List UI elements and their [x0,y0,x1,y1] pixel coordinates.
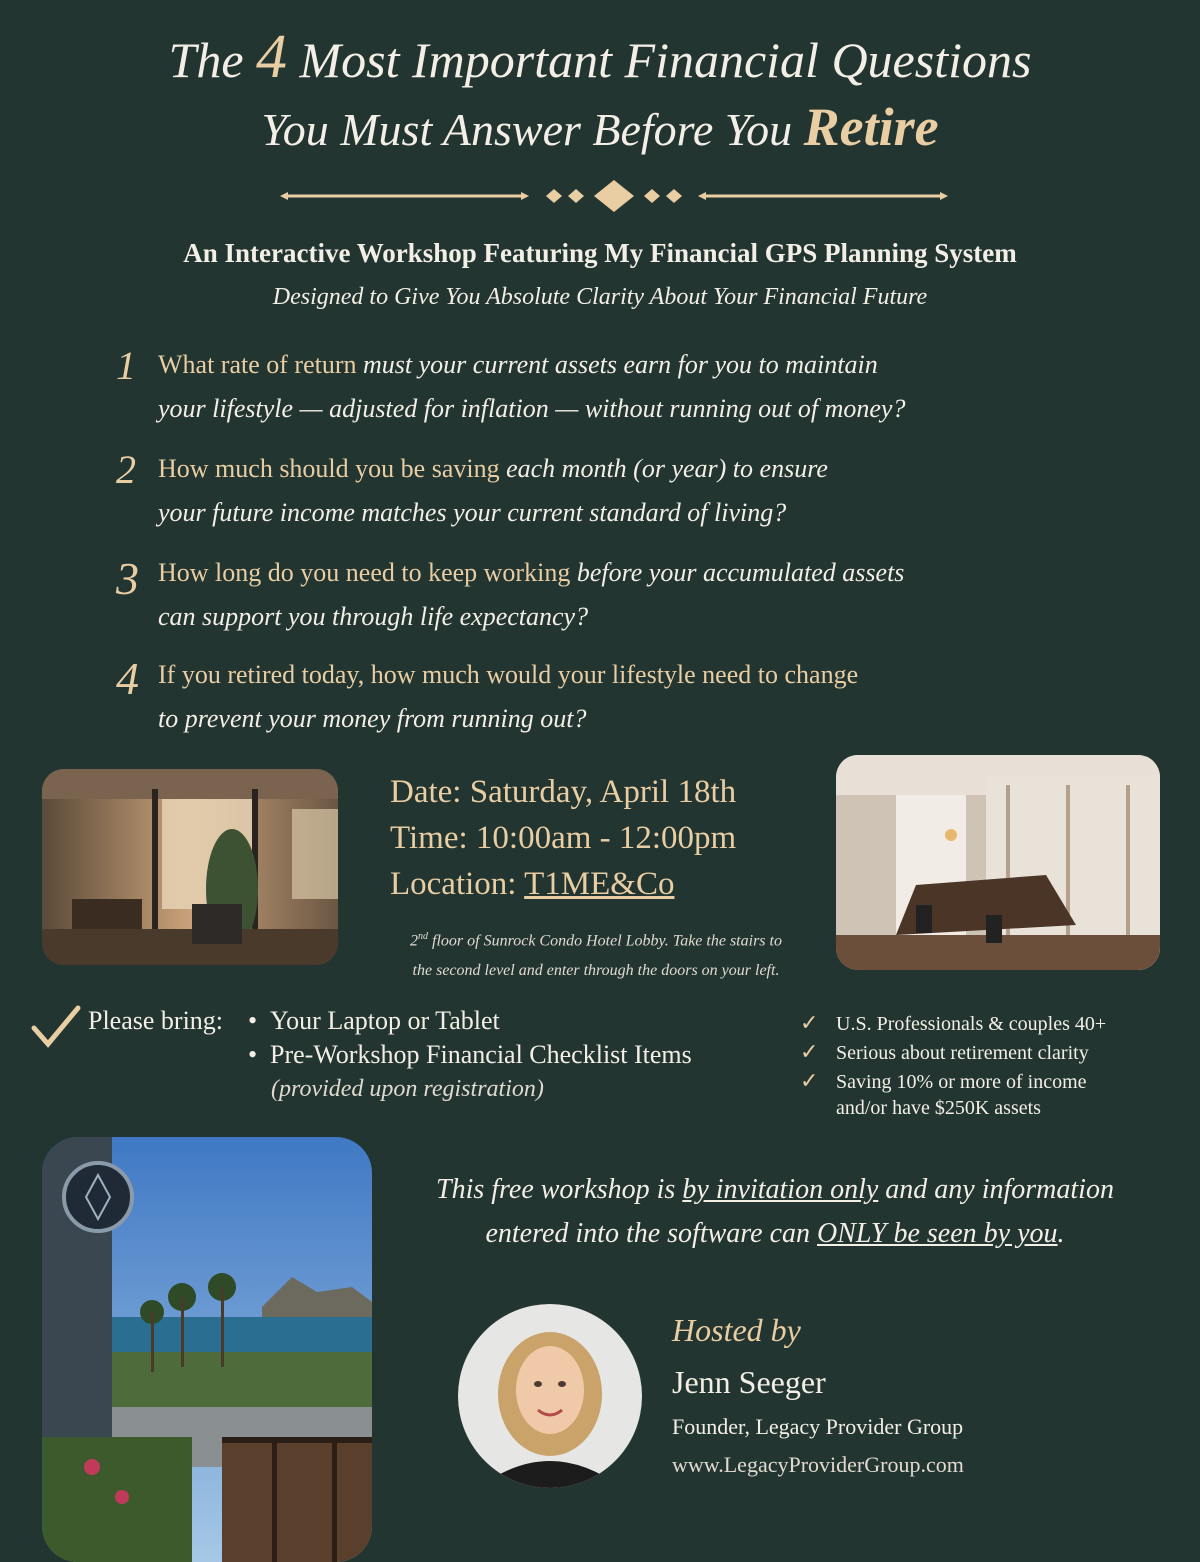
question-4-line-2: to prevent your money from running out? [158,704,587,733]
criteria-item: ✓ Serious about retirement clarity [800,1039,1089,1064]
question-number: 1 [116,343,136,388]
checkmark-icon [30,1004,82,1050]
title-line-1: The 4 Most Important Financial Questions [168,23,1032,91]
question-2-line-2: your future income matches your current standard of living? [158,498,787,527]
criteria-item: ✓ Saving 10% or more of income [800,1068,1087,1093]
beach-view-photo [42,1137,372,1562]
question-2-line-1: How much should you be saving each month (or year) to ensure [158,454,828,483]
event-date: Date: Saturday, April 18th [390,774,737,810]
event-location: Location: T1ME&Co [390,866,675,902]
question-1-line-2: your lifestyle — adjusted for inflation — without running out of money? [158,394,906,423]
workshop-subtitle: An Interactive Workshop Featuring My Financial GPS Planning System [183,238,1017,268]
host-avatar [458,1304,642,1488]
checkmark-icon: ✓ [800,1039,819,1064]
workshop-tagline: Designed to Give You Absolute Clarity About Your Financial Future [272,284,928,310]
checkmark-icon: ✓ [800,1068,819,1093]
venue-meeting-room-photo [836,755,1160,970]
invitation-line-2: entered into the software can ONLY be seen by you. [485,1218,1065,1249]
host-website-link[interactable]: www.LegacyProviderGroup.com [672,1452,964,1477]
host-name: Jenn Seeger [672,1364,826,1400]
question-number: 3 [116,553,139,604]
bring-item: • Pre-Workshop Financial Checklist Items [248,1040,692,1069]
question-3-line-2: can support you through life expectancy? [158,602,589,631]
ornamental-divider [276,176,952,216]
event-time: Time: 10:00am - 12:00pm [390,820,737,856]
criteria-item: ✓ U.S. Professionals & couples 40+ [800,1010,1107,1035]
question-3-line-1: How long do you need to keep working before your accumulated assets [158,558,905,587]
event-details [390,774,830,912]
bring-label: Please bring: [88,1006,224,1035]
checkmark-icon: ✓ [800,1010,819,1035]
criteria-item: and/or have $250K assets [836,1097,1041,1119]
location-link[interactable]: T1ME&Co [524,866,675,902]
hosted-by-label: Hosted by [672,1312,801,1348]
question-number: 4 [116,653,139,704]
bring-item: • Your Laptop or Tablet [248,1006,500,1035]
venue-lounge-photo [42,769,338,965]
question-number: 2 [116,447,136,492]
host-role: Founder, Legacy Provider Group [672,1414,964,1439]
location-directions: 2nd floor of Sunrock Condo Hotel Lobby. Take the stairs to the second level and enter through the doors on your left. [410,931,782,980]
question-4-line-1: If you retired today, how much would your lifestyle need to change [158,660,859,689]
question-1-line-1: What rate of return must your current assets earn for you to maintain [158,350,878,379]
invitation-line-1: This free workshop is by invitation only and any information [436,1174,1114,1205]
bring-note: (provided upon registration) [271,1076,544,1102]
title-line-2: You Must Answer Before You Retire [261,97,939,157]
